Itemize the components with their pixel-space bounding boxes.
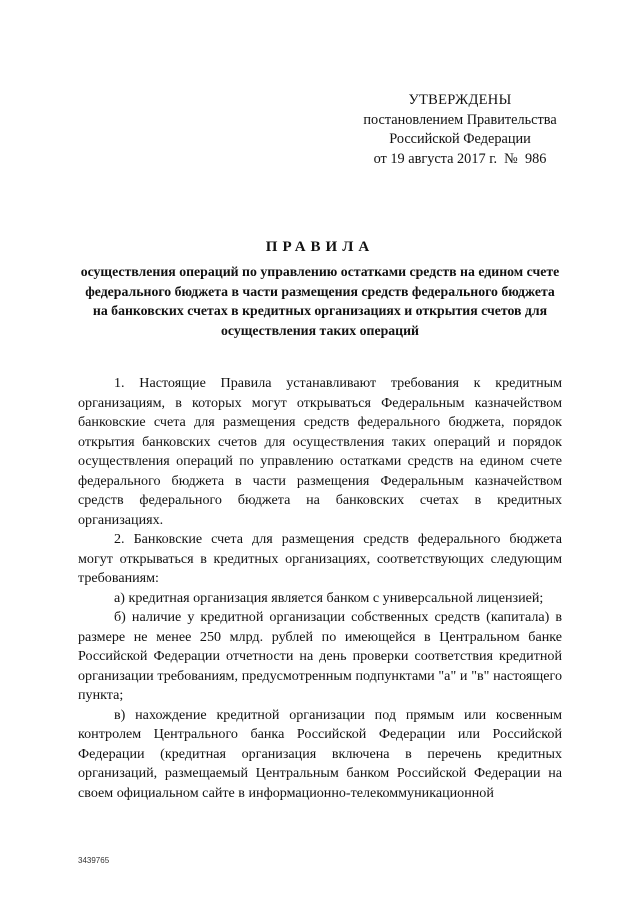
paragraph-2: 2. Банковские счета для размещения средств федерального бюджета могут открываться в кредитных организациях, соответствующих следующим требованиям: [78, 531, 562, 586]
document-body [78, 374, 562, 803]
paragraph-2v: в) нахождение кредитной организации под прямым или косвенным контролем Центрального банка Российской Федерации или Российской Федерации (кредитная организация включена в перечень кредитных организаций, размещаемый Центральным банком Российской Федерации на своем официальном сайте в информационно-телекоммуникационной [78, 706, 562, 801]
footer-code: 3439765 [78, 856, 110, 865]
approval-line-2: Российской Федерации [389, 131, 531, 147]
approval-line-3: от 19 августа 2017 г. № 986 [373, 150, 547, 167]
document-title: ПРАВИЛА [265, 239, 375, 255]
approval-heading: УТВЕРЖДЕНЫ [408, 92, 512, 108]
paragraph-2a: а) кредитная организация является банком с универсальной лицензией; [114, 589, 544, 606]
paragraph-1: 1. Настоящие Правила устанавливают требования к кредитным организациям, в которых могут открываться Федеральным казначейством банковские счета для размещения средств федерального бюджета, порядок открытия банковских счетов для осуществления таких операций и порядок осуществления операций по управлению остатками средств на едином счете федерального бюджета в части размещения Федеральным казначейством средств федерального бюджета на банковских счетах в кредитных организациях. [78, 375, 562, 528]
document-subtitle: осуществления операций по управлению остатками средств на едином счете федерального бюджета в части размещения средств федерального бюджета на банковских счетах в кредитных организациях и открытия счетов для осуществления таких операций [80, 264, 560, 338]
approval-line-1: постановлением Правительства [363, 111, 557, 128]
approval-block [340, 91, 580, 169]
paragraph-2b: б) наличие у кредитной организации собственных средств (капитала) в размере не менее 250 млрд. рублей по имеющейся в Центральном банке Российской Федерации отчетности на день проверки соответствия кредитной организации требованиям, предусмотренным подпунктами "а" и "в" настоящего пункта; [78, 609, 562, 703]
